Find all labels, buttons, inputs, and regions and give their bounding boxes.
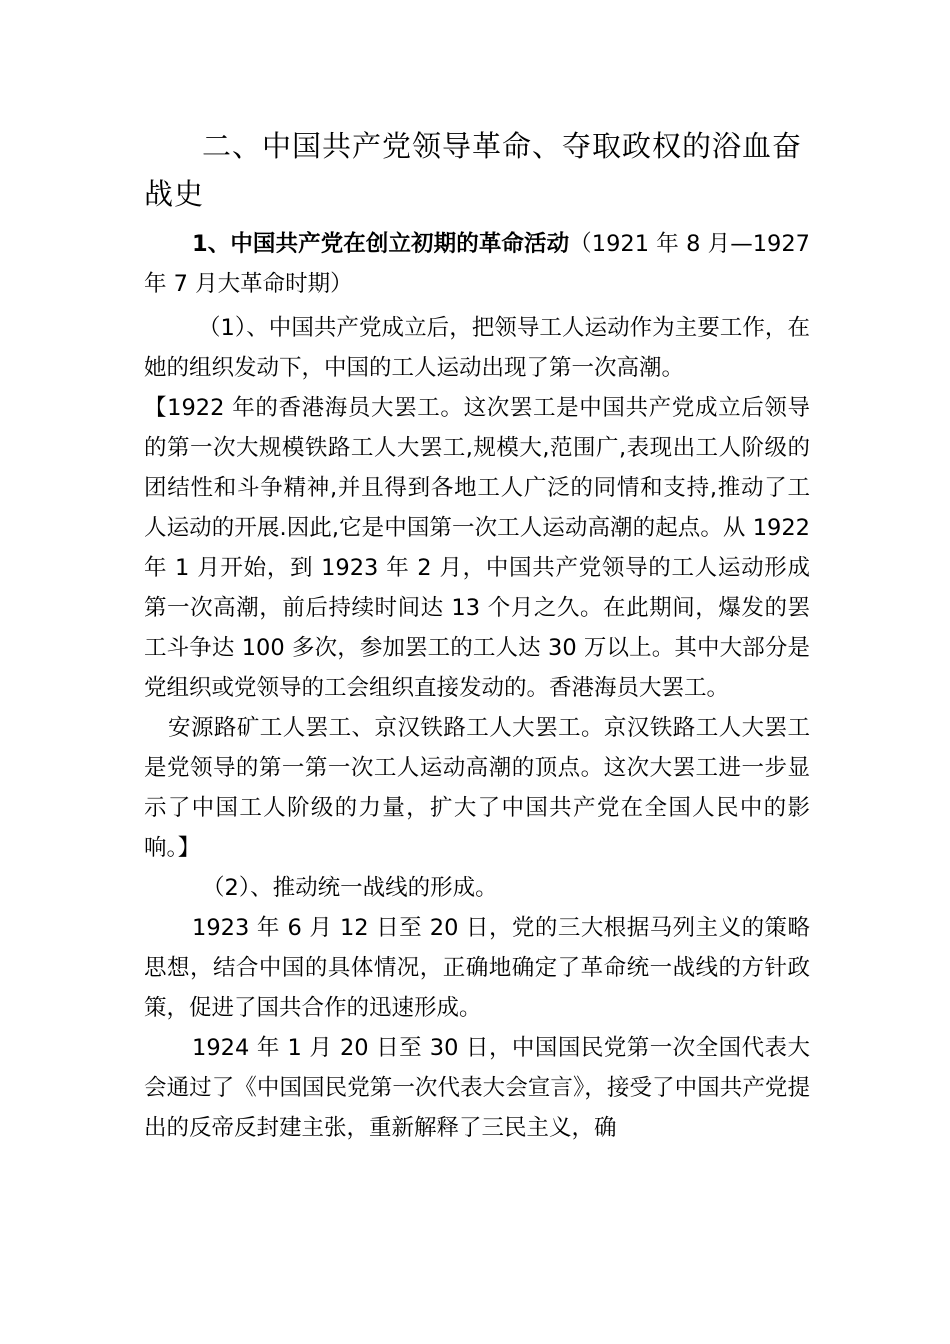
document-body: [144, 122, 810, 1148]
section-heading-period: （1921 年 8 月—1927 年 7 月大革命时期）: [144, 231, 810, 297]
document-title: 二、中国共产党领导革命、夺取政权的浴血奋战史: [144, 129, 803, 211]
paragraph-third-congress: 1923 年 6 月 12 日至 20 日，党的三大根据马列主义的策略思想，结合中国的具体情况，正确地确定了革命统一战线的方针政策，促进了国共合作的迅速形成。: [144, 915, 810, 1021]
paragraph-workers-movement: （1）、中国共产党成立后，把领导工人运动作为主要工作，在她的组织发动下，中国的工人运动出现了第一次高潮。: [144, 315, 810, 381]
paragraph-hongkong-strike: 【1922 年的香港海员大罢工。这次罢工是中国共产党成立后领导的第一次大规模铁路工人大罢工,规模大,范围广,表现出工人阶级的团结性和斗争精神,并且得到各地工人广泛的同情和支持,推动了工人运动的开展.因此,它是中国第一次工人运动高潮的起点。从 1922 年 1 月开始，到 1923 年 2 月，中国共产党领导的工人运动形成第一次高潮，前后持续时间达 13 个月之久。在此期间，爆发的罢工斗争达 100 多次，参加罢工的工人达 30 万以上。其中大部分是党组织或党领导的工会组织直接发动的。香港海员大罢工。: [144, 395, 810, 701]
paragraph-kmt-congress: 1924 年 1 月 20 日至 30 日，中国国民党第一次全国代表大会通过了《中国国民党第一次代表大会宣言》，接受了中国共产党提出的反帝反封建主张，重新解释了三民主义，确: [144, 1035, 810, 1141]
paragraph-anyuan-strike: 安源路矿工人罢工、京汉铁路工人大罢工。京汉铁路工人大罢工是党领导的第一第一次工人运动高潮的顶点。这次大罢工进一步显示了中国工人阶级的力量，扩大了中国共产党在全国人民中的影响。】: [144, 715, 810, 861]
paragraph-united-front-heading: （2）、推动统一战线的形成。: [202, 875, 498, 901]
section-heading-paragraph: [144, 224, 810, 304]
section-heading: 1、中国共产党在创立初期的革命活动: [192, 231, 570, 257]
